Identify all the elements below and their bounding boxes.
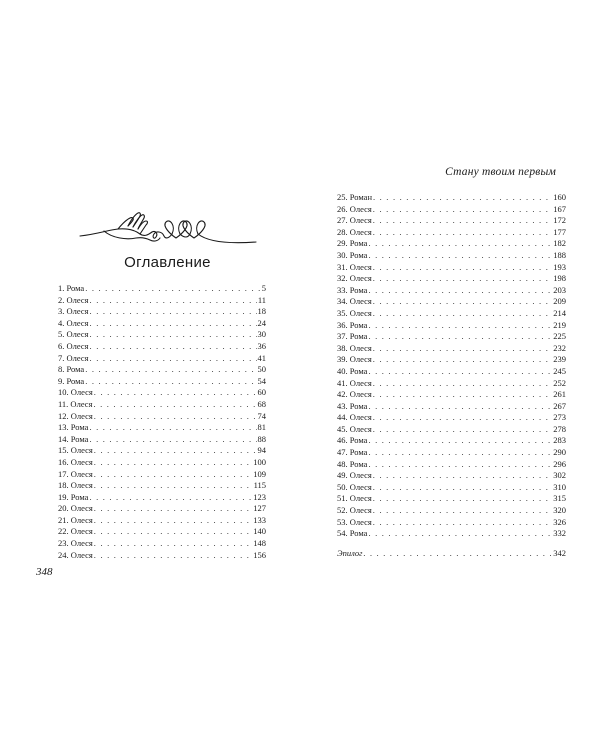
toc-leader-dots [90, 341, 257, 353]
toc-entry-page: 261 [553, 389, 566, 400]
toc-entry-page: 115 [253, 480, 266, 491]
toc-entry-page: 188 [553, 249, 566, 260]
toc-leader-dots [368, 459, 552, 471]
toc-entry-page: 18 [257, 306, 266, 317]
toc-entry-label: 19. Рома [58, 491, 89, 502]
toc-entry-label: 52. Олеся [337, 505, 372, 516]
toc-entry [337, 343, 566, 355]
toc-entry [337, 192, 566, 204]
toc-entry [337, 331, 566, 343]
toc-leader-dots [373, 343, 552, 355]
toc-entry-label: 15. Олеся [58, 445, 93, 456]
page-number: 348 [36, 566, 53, 578]
toc-entry-page: 182 [553, 238, 566, 249]
toc-entry [58, 306, 266, 318]
toc-leader-dots [373, 378, 552, 390]
toc-entry [58, 550, 266, 562]
toc-entry-label: 7. Олеся [58, 352, 89, 363]
toc-entry [337, 401, 566, 413]
toc-entry [58, 445, 266, 457]
toc-entry-page: 342 [553, 547, 566, 558]
toc-leader-dots [373, 192, 552, 204]
toc-entry-label: 53. Олеся [337, 516, 372, 527]
toc-entry-label: 13. Рома [58, 422, 89, 433]
toc-entry [337, 296, 566, 308]
toc-entry [337, 273, 566, 285]
toc-entry-label: 35. Олеся [337, 307, 372, 318]
toc-entry-label: 1. Рома [58, 283, 85, 293]
toc-leader-dots [90, 353, 257, 365]
toc-entry [337, 238, 566, 250]
toc-entry-label: 6. Олеся [58, 340, 89, 351]
toc-entry [337, 262, 566, 274]
toc-entry-label: 29. Рома [337, 238, 368, 249]
toc-entry-page: 50 [257, 364, 266, 375]
toc-entry-label: 4. Олеся [58, 317, 89, 328]
toc-entry [58, 434, 266, 446]
toc-entry-page: 60 [257, 387, 266, 398]
toc-entry-label: 20. Олеся [58, 503, 93, 514]
toc-entry-label: 8. Рома [58, 364, 85, 375]
toc-entry-page: 94 [257, 445, 266, 456]
toc-entry [58, 399, 266, 411]
toc-leader-dots [373, 296, 552, 308]
toc-right-list [337, 192, 566, 559]
toc-entry-label: 18. Олеся [58, 480, 93, 491]
toc-entry-page: 81 [257, 422, 266, 433]
toc-leader-dots [94, 550, 252, 562]
toc-entry-label: Эпилог [337, 547, 363, 558]
toc-entry-label: 22. Олеся [58, 526, 93, 537]
toc-leader-dots [94, 515, 252, 527]
toc-entry [337, 215, 566, 227]
toc-epilogue-entry [337, 548, 566, 560]
toc-leader-dots [373, 493, 552, 505]
toc-leader-dots [373, 482, 552, 494]
toc-entry-label: 39. Олеся [337, 354, 372, 365]
toc-entry [337, 354, 566, 366]
toc-leader-dots [368, 366, 552, 378]
toc-entry-page: 54 [257, 375, 266, 386]
toc-entry-label: 2. Олеся [58, 294, 89, 305]
right-page [300, 0, 600, 750]
toc-leader-dots [90, 329, 257, 341]
toc-entry [337, 227, 566, 239]
toc-entry-label: 9. Рома [58, 375, 85, 386]
toc-entry [58, 503, 266, 515]
toc-entry-label: 27. Олеся [337, 215, 372, 226]
toc-entry-page: 160 [553, 192, 566, 202]
toc-entry [337, 250, 566, 262]
toc-entry [337, 528, 566, 540]
toc-leader-dots [94, 445, 257, 457]
toc-leader-dots [373, 308, 552, 320]
toc-entry-page: 302 [553, 470, 566, 481]
toc-leader-dots [90, 306, 257, 318]
toc-leader-dots [90, 295, 257, 307]
toc-leader-dots [94, 411, 257, 423]
toc-entry [58, 329, 266, 341]
toc-entry-page: 245 [553, 365, 566, 376]
toc-entry [58, 318, 266, 330]
toc-entry-page: 310 [553, 481, 566, 492]
toc-entry-page: 239 [553, 354, 566, 365]
toc-entry-label: 50. Олеся [337, 481, 372, 492]
toc-entry-page: 100 [253, 456, 266, 467]
toc-entry-page: 290 [553, 447, 566, 458]
toc-leader-dots [373, 517, 552, 529]
toc-entry-label: 10. Олеся [58, 387, 93, 398]
hands-hearts-ornament-icon [78, 204, 258, 254]
toc-entry-label: 42. Олеся [337, 389, 372, 400]
toc-leader-dots [368, 331, 552, 343]
toc-leader-dots [368, 250, 552, 262]
toc-entry [337, 435, 566, 447]
toc-entry-page: 24 [257, 317, 266, 328]
toc-entry-page: 278 [553, 423, 566, 434]
toc-leader-dots [373, 389, 552, 401]
toc-leader-dots [373, 412, 552, 424]
toc-entry [337, 517, 566, 529]
toc-entry-page: 11 [257, 294, 266, 305]
toc-entry-page: 156 [253, 549, 266, 560]
toc-leader-dots [85, 364, 256, 376]
toc-title: Оглавление [124, 254, 211, 271]
toc-entry [58, 422, 266, 434]
toc-entry-page: 177 [553, 226, 566, 237]
toc-entry-label: 28. Олеся [337, 226, 372, 237]
toc-entry-page: 252 [553, 377, 566, 388]
toc-entry [337, 389, 566, 401]
toc-entry-label: 31. Олеся [337, 261, 372, 272]
toc-entry-page: 5 [261, 283, 266, 293]
toc-entry-label: 33. Рома [337, 284, 368, 295]
toc-entry-label: 45. Олеся [337, 423, 372, 434]
toc-entry [58, 538, 266, 550]
toc-entry [337, 308, 566, 320]
toc-entry-page: 123 [253, 491, 266, 502]
toc-entry [337, 447, 566, 459]
toc-entry [337, 285, 566, 297]
toc-leader-dots [94, 457, 252, 469]
toc-entry [58, 457, 266, 469]
toc-leader-dots [373, 424, 552, 436]
toc-entry-page: 326 [553, 516, 566, 527]
toc-entry [58, 387, 266, 399]
toc-entry-page: 209 [553, 296, 566, 307]
toc-leader-dots [85, 376, 256, 388]
toc-entry-label: 44. Олеся [337, 412, 372, 423]
toc-entry [337, 493, 566, 505]
toc-leader-dots [89, 492, 252, 504]
toc-leader-dots [94, 526, 252, 538]
toc-entry-label: 36. Рома [337, 319, 368, 330]
toc-entry-label: 5. Олеся [58, 329, 89, 340]
toc-entry-label: 21. Олеся [58, 514, 93, 525]
toc-entry [58, 492, 266, 504]
toc-entry-page: 225 [553, 331, 566, 342]
running-header: Стану твоим первым [445, 166, 556, 178]
toc-entry-page: 267 [553, 400, 566, 411]
toc-leader-dots [373, 227, 552, 239]
toc-entry [337, 505, 566, 517]
toc-leader-dots [368, 435, 552, 447]
toc-leader-dots [373, 204, 552, 216]
toc-leader-dots [368, 285, 552, 297]
toc-entry-page: 41 [257, 352, 266, 363]
toc-entry-page: 283 [553, 435, 566, 446]
toc-entry [58, 480, 266, 492]
toc-entry-label: 54. Рома [337, 528, 368, 539]
toc-entry-page: 332 [553, 528, 566, 539]
toc-entry-page: 88 [257, 433, 266, 444]
toc-entry [337, 366, 566, 378]
toc-leader-dots [368, 320, 552, 332]
toc-entry-label: 11. Олеся [58, 398, 93, 409]
toc-entry-label: 48. Рома [337, 458, 368, 469]
toc-leader-dots [90, 318, 257, 330]
toc-entry-page: 172 [553, 215, 566, 226]
toc-entry-label: 41. Олеся [337, 377, 372, 388]
toc-entry-page: 198 [553, 273, 566, 284]
toc-entry-label: 17. Олеся [58, 468, 93, 479]
toc-entry-page: 320 [553, 505, 566, 516]
toc-entry-page: 203 [553, 284, 566, 295]
toc-entry-page: 232 [553, 342, 566, 353]
toc-entry [58, 341, 266, 353]
toc-entry [58, 364, 266, 376]
toc-entry [58, 515, 266, 527]
toc-entry-page: 30 [257, 329, 266, 340]
toc-entry-page: 219 [553, 319, 566, 330]
toc-entry-label: 51. Олеся [337, 493, 372, 504]
toc-leader-dots [93, 399, 256, 411]
toc-entry-page: 109 [253, 468, 266, 479]
toc-leader-dots [85, 283, 261, 295]
toc-entry-page: 167 [553, 203, 566, 214]
toc-entry [337, 459, 566, 471]
toc-leader-dots [373, 215, 552, 227]
toc-entry-page: 36 [257, 340, 266, 351]
toc-entry-label: 23. Олеся [58, 538, 93, 549]
toc-entry-label: 16. Олеся [58, 456, 93, 467]
toc-leader-dots [89, 434, 256, 446]
toc-entry-label: 38. Олеся [337, 342, 372, 353]
toc-entry-page: 296 [553, 458, 566, 469]
toc-leader-dots [89, 422, 256, 434]
toc-entry-label: 34. Олеся [337, 296, 372, 307]
toc-leader-dots [373, 354, 552, 366]
toc-entry [58, 376, 266, 388]
toc-entry [337, 320, 566, 332]
toc-entry [337, 412, 566, 424]
toc-entry-label: 24. Олеся [58, 549, 93, 560]
toc-entry-page: 127 [253, 503, 266, 514]
toc-entry-label: 26. Олеся [337, 203, 372, 214]
toc-entry-page: 68 [257, 398, 266, 409]
toc-entry-label: 30. Рома [337, 249, 368, 260]
toc-entry-label: 25. Роман [337, 192, 372, 202]
toc-leader-dots [368, 528, 552, 540]
toc-entry [58, 411, 266, 423]
toc-leader-dots [368, 447, 552, 459]
toc-entry-label: 49. Олеся [337, 470, 372, 481]
toc-entry-label: 40. Рома [337, 365, 368, 376]
toc-entry [58, 469, 266, 481]
toc-leader-dots [373, 505, 552, 517]
toc-entry [58, 283, 266, 295]
toc-entry [58, 295, 266, 307]
toc-leader-dots [368, 401, 552, 413]
toc-entry-page: 315 [553, 493, 566, 504]
toc-entry-page: 140 [253, 526, 266, 537]
toc-leader-dots [373, 273, 552, 285]
toc-leader-dots [94, 469, 252, 481]
toc-leader-dots [373, 262, 552, 274]
toc-leader-dots [368, 238, 552, 250]
toc-entry-page: 74 [257, 410, 266, 421]
toc-entry-label: 32. Олеся [337, 273, 372, 284]
toc-entry-label: 14. Рома [58, 433, 89, 444]
toc-entry [58, 526, 266, 538]
toc-leader-dots [363, 548, 552, 560]
toc-entry-page: 193 [553, 261, 566, 272]
toc-entry-page: 148 [253, 538, 266, 549]
toc-entry-label: 47. Рома [337, 447, 368, 458]
toc-entry-label: 37. Рома [337, 331, 368, 342]
toc-entry [337, 378, 566, 390]
toc-entry-label: 3. Олеся [58, 306, 89, 317]
toc-entry-label: 46. Рома [337, 435, 368, 446]
toc-entry [337, 470, 566, 482]
toc-entry [337, 204, 566, 216]
toc-entry-label: 43. Рома [337, 400, 368, 411]
toc-entry-page: 214 [553, 307, 566, 318]
toc-entry-label: 12. Олеся [58, 410, 93, 421]
toc-leader-dots [94, 538, 252, 550]
toc-entry-page: 273 [553, 412, 566, 423]
toc-entry [337, 424, 566, 436]
toc-leader-dots [94, 480, 253, 492]
toc-entry-page: 133 [253, 514, 266, 525]
toc-leader-dots [94, 503, 252, 515]
toc-leader-dots [373, 470, 552, 482]
toc-entry [58, 353, 266, 365]
toc-leader-dots [94, 387, 257, 399]
toc-entry [337, 482, 566, 494]
toc-left-list [58, 283, 266, 561]
